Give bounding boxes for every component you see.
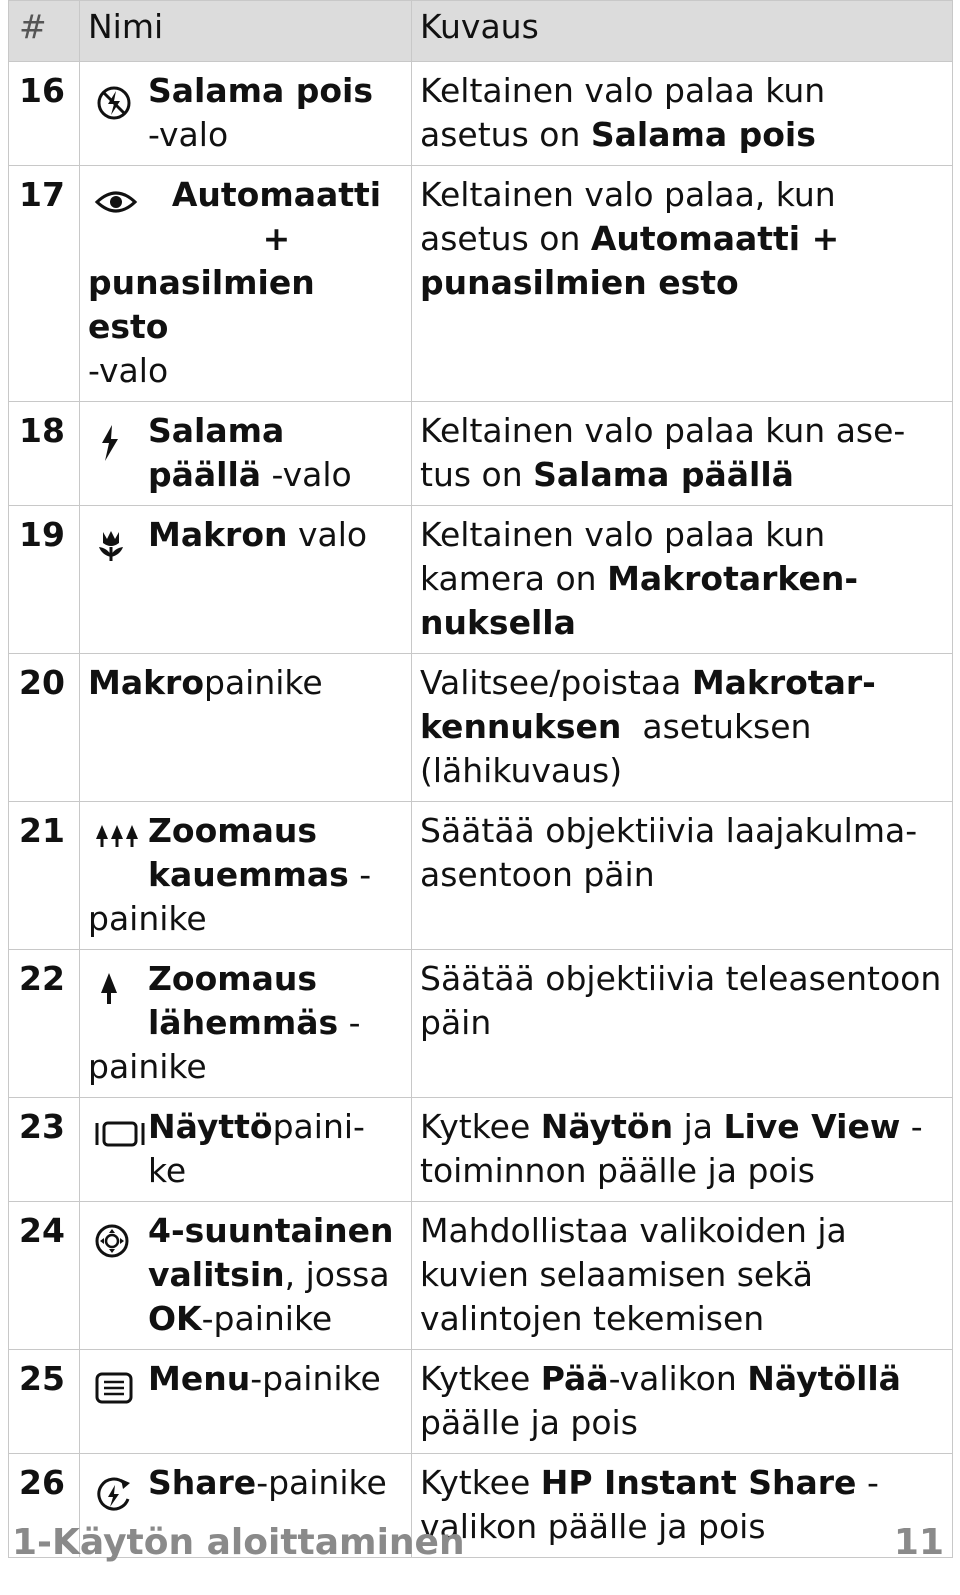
row-description <box>412 1350 953 1454</box>
desc-text: Kytkee <box>420 1359 541 1398</box>
zoom-in-tree-icon <box>88 957 148 1045</box>
desc-bold: Näytöllä <box>747 1359 901 1398</box>
red-eye-icon <box>88 173 148 261</box>
desc-text: Säätää objektiivia laajakulma- <box>420 811 918 850</box>
table-row <box>9 166 953 402</box>
desc-bold: Makrotarken- <box>607 559 859 598</box>
row-name <box>80 1098 412 1202</box>
page-number: 11 <box>893 1522 944 1563</box>
desc-text: Keltainen valo palaa kun ase- <box>420 411 906 450</box>
desc-text: Säätää objektiivia teleasentoon <box>420 959 942 998</box>
row-number: 24 <box>9 1202 80 1350</box>
desc-bold: kennuksen <box>420 707 622 746</box>
row-description <box>412 166 953 402</box>
name-bold: Makron <box>148 515 288 554</box>
desc-text: valikon päälle ja pois <box>420 1507 766 1546</box>
row-description <box>412 62 953 166</box>
row-description <box>412 1098 953 1202</box>
name-text: -painike <box>256 1463 387 1502</box>
name-bold: Zoomaus <box>148 811 318 850</box>
row-description <box>412 950 953 1098</box>
name-bold: Salama pois <box>148 71 374 110</box>
table-header-row <box>9 1 953 62</box>
row-description <box>412 402 953 506</box>
name-bold: Automaatti <box>171 175 382 214</box>
desc-text: kamera on <box>420 559 608 598</box>
table-row <box>9 506 953 654</box>
header-number: # <box>9 1 80 62</box>
desc-text: asentoon päin <box>420 855 655 894</box>
name-text: paini- <box>272 1107 365 1146</box>
desc-text: tus on <box>420 455 534 494</box>
desc-bold: nuksella <box>420 603 576 642</box>
table-row <box>9 1350 953 1454</box>
table-row <box>9 402 953 506</box>
name-text: - <box>348 855 372 894</box>
desc-text: valintojen tekemisen <box>420 1299 765 1338</box>
table-row <box>9 950 953 1098</box>
row-number: 21 <box>9 802 80 950</box>
row-number: 22 <box>9 950 80 1098</box>
desc-text: Kytkee <box>420 1107 541 1146</box>
desc-text: (lähikuvaus) <box>420 751 623 790</box>
table-row <box>9 802 953 950</box>
row-description <box>412 654 953 802</box>
flash-on-icon <box>88 409 148 497</box>
name-text: , jossa <box>284 1255 390 1294</box>
row-name <box>80 802 412 950</box>
name-bold: + <box>262 219 291 258</box>
desc-bold: Näytön <box>540 1107 674 1146</box>
desc-text: - <box>900 1107 923 1146</box>
row-name <box>80 1350 412 1454</box>
desc-text: asetus on <box>420 115 591 154</box>
zoom-out-trees-icon <box>88 809 148 897</box>
desc-bold: punasilmien esto <box>420 263 739 302</box>
name-text: ke <box>148 1151 187 1190</box>
four-way-controller-icon <box>88 1209 148 1297</box>
row-number: 25 <box>9 1350 80 1454</box>
desc-text: Mahdollistaa valikoiden ja <box>420 1211 847 1250</box>
name-bold: Näyttö <box>148 1107 273 1146</box>
name-text: painike <box>88 899 207 938</box>
row-name <box>80 402 412 506</box>
row-number: 17 <box>9 166 80 402</box>
table-row <box>9 654 953 802</box>
row-description <box>412 506 953 654</box>
desc-text: toiminnon päälle ja pois <box>420 1151 815 1190</box>
name-bold: lähemmäs <box>148 1003 339 1042</box>
row-number: 19 <box>9 506 80 654</box>
desc-text: asetuksen <box>621 707 812 746</box>
row-name <box>80 654 412 802</box>
header-description: Kuvaus <box>412 1 953 62</box>
row-number: 20 <box>9 654 80 802</box>
row-number: 18 <box>9 402 80 506</box>
name-text: -painike <box>201 1299 333 1338</box>
desc-text: Keltainen valo palaa kun <box>420 71 826 110</box>
desc-bold: Automaatti + <box>590 219 840 258</box>
name-text: -painike <box>250 1359 381 1398</box>
display-screen-icon <box>88 1105 148 1193</box>
name-text: -valo <box>148 115 229 154</box>
name-text: painike <box>204 663 323 702</box>
name-text: - <box>338 1003 361 1042</box>
name-bold: Zoomaus <box>148 959 318 998</box>
name-bold: Makro <box>88 663 204 702</box>
desc-text: ja <box>673 1107 724 1146</box>
desc-bold: Pää <box>540 1359 609 1398</box>
name-bold: kauemmas <box>148 855 349 894</box>
row-description <box>412 1202 953 1350</box>
desc-text: Valitsee/poistaa <box>420 663 692 702</box>
name-bold: 4-suuntainen <box>148 1211 394 1250</box>
row-number: 23 <box>9 1098 80 1202</box>
desc-bold: Makrotar- <box>691 663 876 702</box>
desc-text: päin <box>420 1003 492 1042</box>
macro-flower-icon <box>88 513 148 601</box>
footer-section-title: 1-Käytön aloittaminen <box>12 1522 465 1563</box>
row-name <box>80 506 412 654</box>
desc-text: -valikon <box>608 1359 748 1398</box>
page-footer <box>12 1522 944 1563</box>
name-text: valo <box>287 515 368 554</box>
row-description <box>412 802 953 950</box>
components-table <box>8 0 953 1558</box>
desc-text: Keltainen valo palaa kun <box>420 515 826 554</box>
name-bold: Share <box>148 1463 257 1502</box>
name-text: -valo <box>88 351 169 390</box>
flash-off-icon <box>88 69 148 157</box>
table-row <box>9 62 953 166</box>
table-row <box>9 1098 953 1202</box>
row-number: 16 <box>9 62 80 166</box>
row-name <box>80 166 412 402</box>
menu-list-icon <box>88 1357 148 1445</box>
name-bold: Salama <box>148 411 285 450</box>
desc-text: päälle ja pois <box>420 1403 638 1442</box>
desc-text: Kytkee <box>420 1463 541 1502</box>
desc-text: asetus on <box>420 219 591 258</box>
row-name <box>80 950 412 1098</box>
desc-text: - <box>856 1463 879 1502</box>
name-text: -valo <box>261 455 352 494</box>
row-number: 26 <box>9 1454 80 1558</box>
name-bold: valitsin <box>148 1255 285 1294</box>
desc-bold: Live View <box>723 1107 901 1146</box>
table-row <box>9 1202 953 1350</box>
name-bold: päällä <box>148 455 262 494</box>
desc-bold: Salama päällä <box>533 455 794 494</box>
row-name <box>80 62 412 166</box>
name-bold: OK <box>148 1299 202 1338</box>
name-text: painike <box>88 1047 207 1086</box>
desc-bold: HP Instant Share <box>540 1463 857 1502</box>
desc-text: kuvien selaamisen sekä <box>420 1255 813 1294</box>
name-bold: Menu <box>148 1359 251 1398</box>
desc-bold: Salama pois <box>590 115 816 154</box>
name-bold: punasilmien esto <box>88 263 315 346</box>
desc-text: Keltainen valo palaa, kun <box>420 175 836 214</box>
header-name: Nimi <box>80 1 412 62</box>
row-name <box>80 1202 412 1350</box>
